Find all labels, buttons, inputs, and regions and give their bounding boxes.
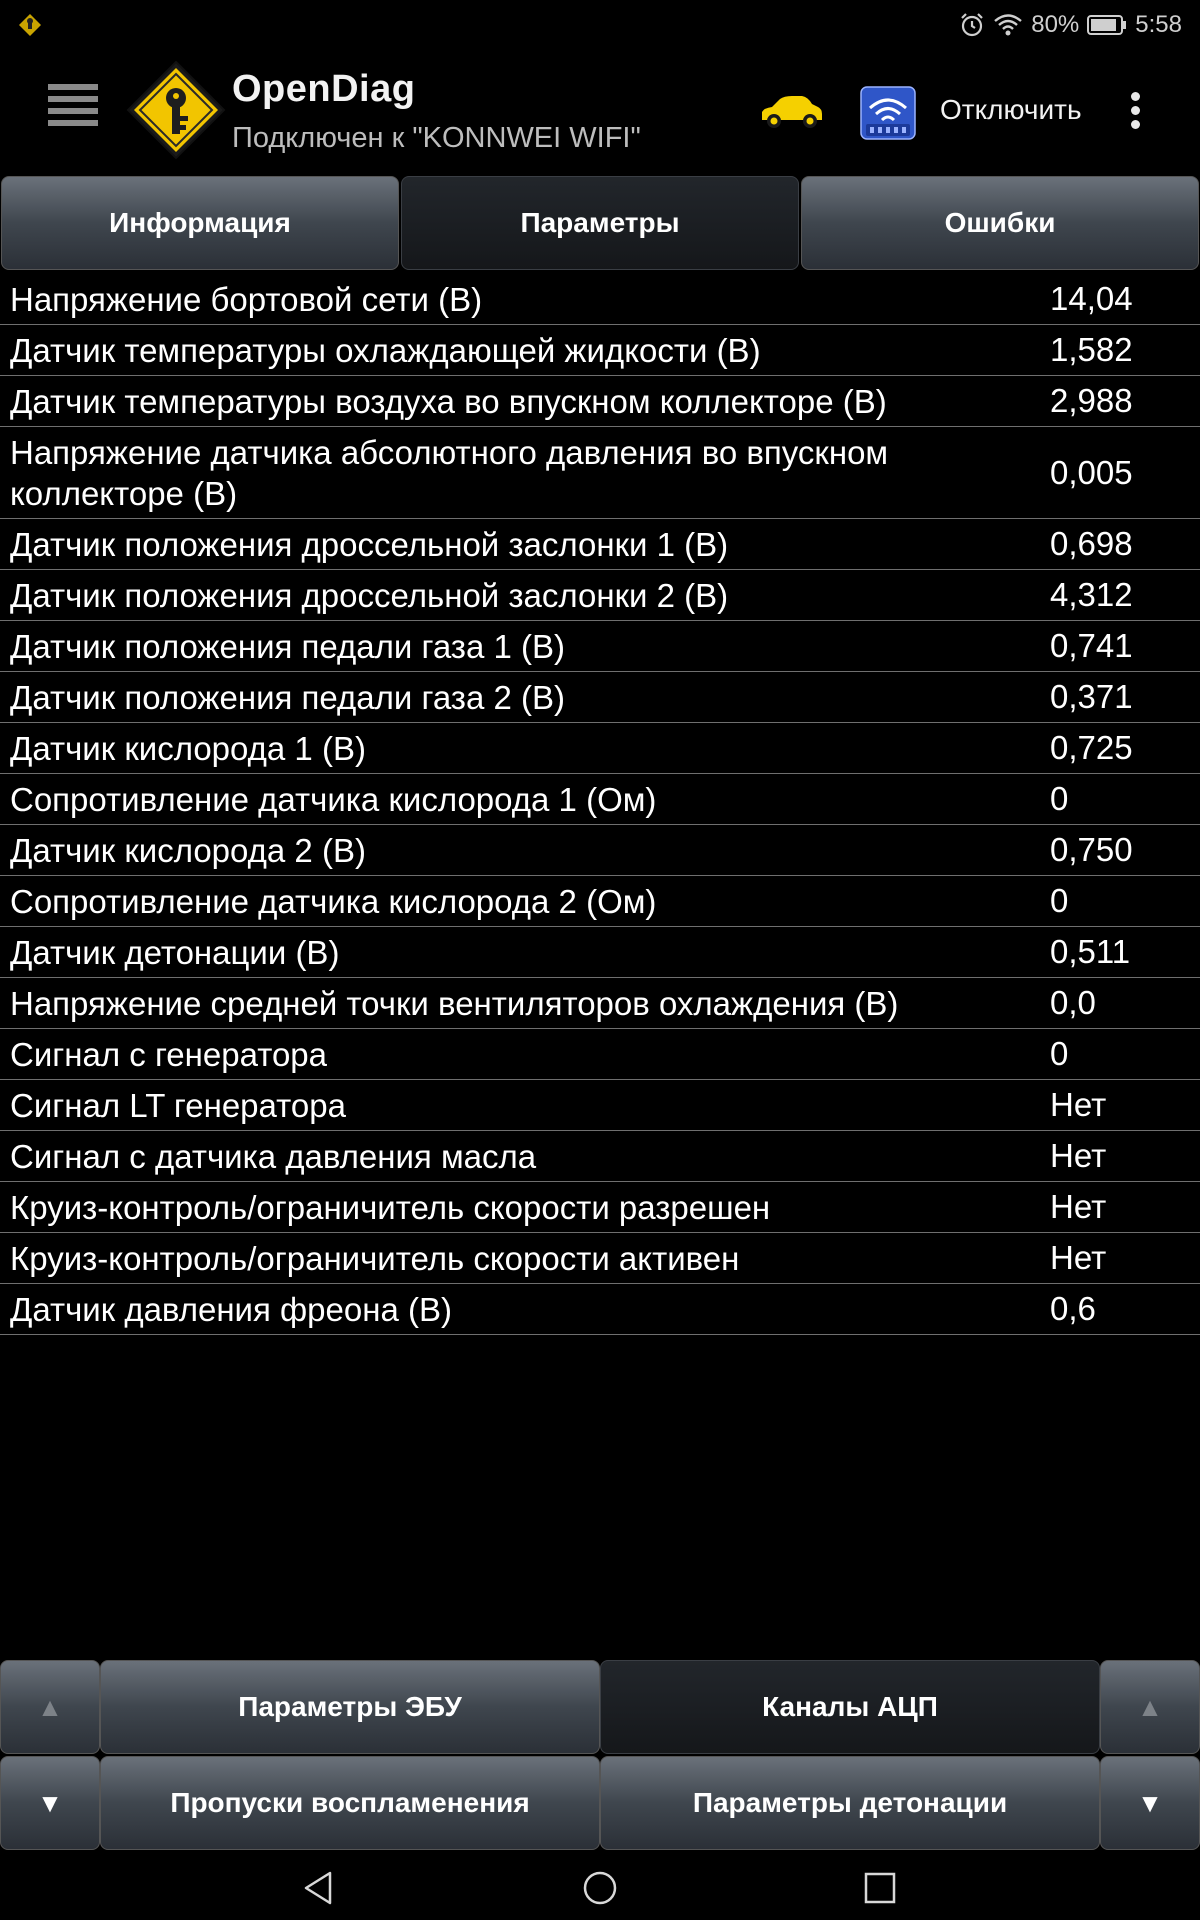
battery-percent: 80% <box>1031 11 1080 38</box>
knock-parameters-button[interactable]: Параметры детонации <box>600 1756 1100 1850</box>
param-name: Датчик температуры воздуха во впускном коллекторе (В) <box>10 382 887 420</box>
scroll-up-right-button[interactable] <box>1100 1660 1200 1754</box>
app-title: OpenDiag <box>232 68 416 110</box>
table-row <box>0 1233 1200 1284</box>
param-value: 0,725 <box>1050 729 1133 766</box>
param-name: Датчик детонации (В) <box>10 933 340 971</box>
param-value: Нет <box>1050 1239 1107 1276</box>
table-row <box>0 621 1200 672</box>
param-value: Нет <box>1050 1137 1107 1174</box>
home-icon[interactable] <box>580 1868 620 1908</box>
table-row <box>0 427 1200 519</box>
param-name: Датчик положения педали газа 1 (В) <box>10 627 565 665</box>
scroll-down-right-button[interactable] <box>1100 1756 1200 1850</box>
param-value: Нет <box>1050 1188 1107 1225</box>
param-name: Датчик кислорода 2 (В) <box>10 831 366 869</box>
alarm-icon <box>959 12 985 38</box>
param-value: 0,371 <box>1050 678 1133 715</box>
table-row <box>0 570 1200 621</box>
table-row <box>0 825 1200 876</box>
arrow-down-icon: ▼ <box>1137 1787 1163 1818</box>
wifi-icon <box>993 12 1023 38</box>
table-row <box>0 978 1200 1029</box>
car-icon[interactable] <box>758 94 824 132</box>
app-notification-icon <box>18 13 42 37</box>
param-name: Датчик положения педали газа 2 (В) <box>10 678 565 716</box>
tab-information[interactable]: Информация <box>1 176 399 270</box>
param-name: Напряжение бортовой сети (В) <box>10 280 483 318</box>
table-row <box>0 1284 1200 1335</box>
param-name: Сигнал LT генератора <box>10 1086 346 1124</box>
navigation-bar <box>0 1856 1200 1920</box>
table-row <box>0 1131 1200 1182</box>
clock: 5:58 <box>1135 11 1182 38</box>
tab-bar <box>0 176 1200 272</box>
table-row <box>0 1080 1200 1131</box>
param-value: 0 <box>1050 780 1069 817</box>
param-name: Сигнал с датчика давления масла <box>10 1137 537 1175</box>
param-value: 0,6 <box>1050 1290 1096 1327</box>
table-row <box>0 927 1200 978</box>
param-value: 0,750 <box>1050 831 1133 868</box>
obd-adapter-icon[interactable] <box>860 86 916 140</box>
table-row <box>0 723 1200 774</box>
adc-channels-button[interactable]: Каналы АЦП <box>600 1660 1100 1754</box>
param-value: 0 <box>1050 882 1069 919</box>
parameter-group-panel <box>0 1660 1200 1852</box>
param-value: 1,582 <box>1050 331 1133 368</box>
table-row <box>0 876 1200 927</box>
ecu-parameters-button[interactable]: Параметры ЭБУ <box>100 1660 600 1754</box>
param-value: 0,005 <box>1050 453 1133 491</box>
arrow-down-icon: ▼ <box>37 1787 63 1818</box>
param-value: 0,698 <box>1050 525 1133 562</box>
overflow-menu-icon[interactable] <box>1128 92 1142 132</box>
recent-apps-icon[interactable] <box>862 1870 898 1906</box>
param-name: Датчик давления фреона (В) <box>10 1290 452 1328</box>
tab-errors[interactable]: Ошибки <box>801 176 1199 270</box>
arrow-up-icon: ▲ <box>37 1691 63 1722</box>
scroll-up-left-button[interactable] <box>0 1660 100 1754</box>
disconnect-button[interactable]: Отключить <box>940 94 1082 125</box>
param-value: 0,511 <box>1050 933 1131 970</box>
table-row <box>0 376 1200 427</box>
param-value: 14,04 <box>1050 280 1133 317</box>
param-name: Датчик положения дроссельной заслонки 1 (В) <box>10 525 729 563</box>
param-name: Сигнал с генератора <box>10 1035 327 1073</box>
param-name: Датчик кислорода 1 (В) <box>10 729 366 767</box>
table-row <box>0 519 1200 570</box>
connection-status: Подключен к "KONNWEI WIFI" <box>232 122 641 154</box>
status-icons <box>959 8 1182 42</box>
battery-icon <box>1087 14 1127 36</box>
status-bar <box>0 0 1200 50</box>
tab-parameters[interactable]: Параметры <box>401 176 799 270</box>
menu-icon[interactable] <box>48 84 98 140</box>
param-name: Круиз-контроль/ограничитель скорости разрешен <box>10 1188 771 1226</box>
table-row <box>0 672 1200 723</box>
param-name: Напряжение средней точки вентиляторов охлаждения (В) <box>10 984 899 1022</box>
misfires-button[interactable]: Пропуски воспламенения <box>100 1756 600 1850</box>
back-icon[interactable] <box>300 1868 340 1908</box>
table-row <box>0 1029 1200 1080</box>
table-row <box>0 1182 1200 1233</box>
param-value: 0 <box>1050 1035 1069 1072</box>
param-value: 4,312 <box>1050 576 1133 613</box>
app-logo-icon <box>126 60 226 160</box>
param-name: Круиз-контроль/ограничитель скорости активен <box>10 1239 740 1277</box>
param-value: Нет <box>1050 1086 1107 1123</box>
table-row <box>0 274 1200 325</box>
table-row <box>0 774 1200 825</box>
param-value: 0,741 <box>1050 627 1133 664</box>
table-row <box>0 325 1200 376</box>
parameter-list <box>0 274 1200 1335</box>
param-name: Напряжение датчика абсолютного давления во впускном коллекторе (В) <box>10 433 889 512</box>
param-value: 2,988 <box>1050 382 1133 419</box>
scroll-down-left-button[interactable] <box>0 1756 100 1850</box>
arrow-up-icon: ▲ <box>1137 1691 1163 1722</box>
param-name: Датчик температуры охлаждающей жидкости (В) <box>10 331 761 369</box>
param-name: Сопротивление датчика кислорода 1 (Ом) <box>10 780 657 818</box>
param-name: Датчик положения дроссельной заслонки 2 (В) <box>10 576 729 614</box>
param-value: 0,0 <box>1050 984 1096 1021</box>
param-name: Сопротивление датчика кислорода 2 (Ом) <box>10 882 657 920</box>
